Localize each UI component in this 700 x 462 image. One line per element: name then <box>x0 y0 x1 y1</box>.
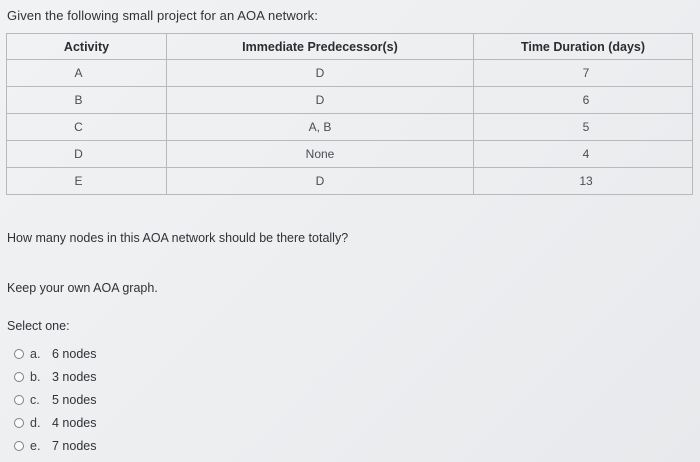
cell-predecessor: D <box>167 168 474 195</box>
option-d[interactable] <box>14 411 96 434</box>
project-table <box>6 33 693 195</box>
radio-button-icon[interactable] <box>14 372 24 382</box>
cell-activity: C <box>7 114 167 141</box>
answer-options <box>14 342 96 457</box>
table-row <box>7 87 693 114</box>
radio-button-icon[interactable] <box>14 441 24 451</box>
option-label[interactable]: 3 nodes <box>52 369 97 384</box>
header-time: Time Duration (days) <box>474 34 693 60</box>
option-letter: e. <box>30 438 41 453</box>
cell-predecessor: D <box>167 60 474 87</box>
radio-button-icon[interactable] <box>14 418 24 428</box>
table-header-row <box>7 34 693 60</box>
cell-time: 6 <box>474 87 693 114</box>
header-activity: Activity <box>7 34 167 60</box>
option-c[interactable] <box>14 388 96 411</box>
select-one-label: Select one: <box>7 319 70 333</box>
table-row <box>7 60 693 87</box>
cell-time: 5 <box>474 114 693 141</box>
option-label[interactable]: 4 nodes <box>52 415 97 430</box>
radio-button-icon[interactable] <box>14 395 24 405</box>
option-label[interactable]: 5 nodes <box>52 392 97 407</box>
option-label[interactable]: 7 nodes <box>52 438 97 453</box>
table-row <box>7 114 693 141</box>
cell-activity: B <box>7 87 167 114</box>
cell-time: 4 <box>474 141 693 168</box>
cell-time: 13 <box>474 168 693 195</box>
option-letter: c. <box>30 392 40 407</box>
cell-time: 7 <box>474 60 693 87</box>
option-b[interactable] <box>14 365 96 388</box>
cell-predecessor: A, B <box>167 114 474 141</box>
cell-predecessor: None <box>167 141 474 168</box>
option-label[interactable]: 6 nodes <box>52 346 97 361</box>
option-letter: a. <box>30 346 41 361</box>
cell-activity: A <box>7 60 167 87</box>
option-letter: d. <box>30 415 41 430</box>
cell-activity: D <box>7 141 167 168</box>
table-row <box>7 141 693 168</box>
header-predecessor: Immediate Predecessor(s) <box>167 34 474 60</box>
intro-text: Given the following small project for an AOA network: <box>7 8 318 23</box>
option-letter: b. <box>30 369 41 384</box>
table-row <box>7 168 693 195</box>
option-e[interactable] <box>14 434 96 457</box>
cell-activity: E <box>7 168 167 195</box>
hint-text: Keep your own AOA graph. <box>7 281 158 295</box>
cell-predecessor: D <box>167 87 474 114</box>
question-text: How many nodes in this AOA network should be there totally? <box>7 231 349 245</box>
radio-button-icon[interactable] <box>14 349 24 359</box>
option-a[interactable] <box>14 342 96 365</box>
